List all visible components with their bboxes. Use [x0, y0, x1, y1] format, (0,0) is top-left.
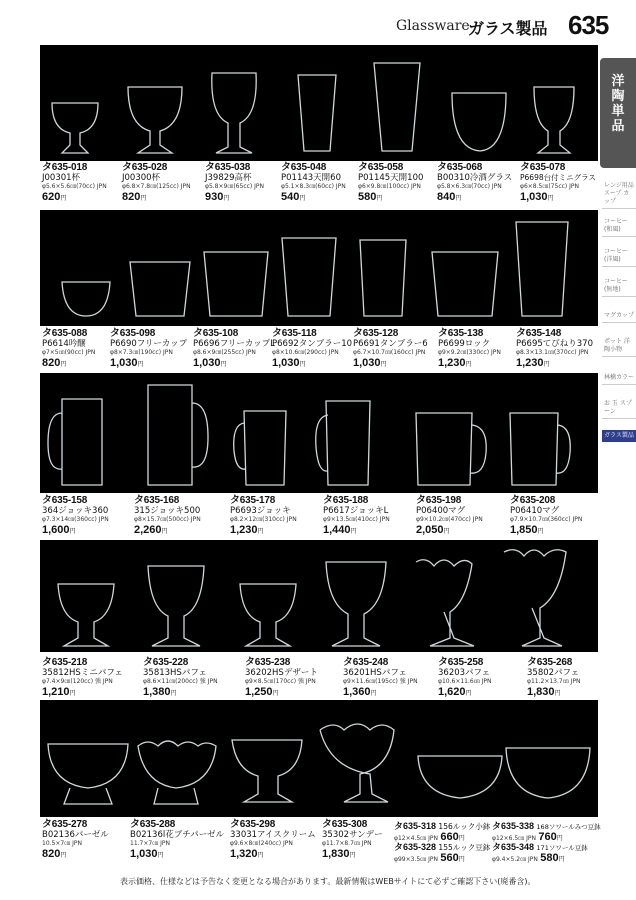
product-price: 2,260円 — [134, 524, 168, 536]
product-name: 364ジョッキ360 — [42, 506, 109, 516]
product-item[interactable] — [358, 163, 423, 206]
product-price: 1,030円 — [520, 191, 554, 203]
product-spec: φ7.3×14㎝(360cc) JPN — [42, 516, 109, 523]
bowl-icon — [48, 744, 128, 804]
product-name: P6690フリーカップ — [110, 339, 188, 349]
product-name: P6695てびねり370 — [516, 339, 593, 349]
side-index — [600, 0, 636, 900]
product-spec: φ5.8×6.3㎝(70cc) JPN — [437, 183, 502, 190]
product-item[interactable] — [438, 658, 492, 701]
product-code: タ635-138 — [438, 328, 484, 339]
product-photo-row-1 — [40, 45, 598, 161]
product-item[interactable] — [394, 821, 498, 844]
product-item[interactable] — [245, 658, 318, 701]
glass-icon — [128, 87, 182, 153]
product-price: 1,230円 — [438, 357, 472, 369]
product-item[interactable] — [272, 329, 352, 372]
product-spec: φ9.6×8㎝(240cc) JPN — [230, 840, 293, 847]
parfait-icon — [504, 550, 566, 646]
side-tab-pot[interactable]: ポット 洋陶小物 — [602, 336, 636, 357]
mug-icon — [148, 385, 208, 485]
product-price: 1,230円 — [230, 524, 264, 536]
product-name: 36202HSデザート — [245, 668, 318, 678]
bowl-icon — [232, 740, 302, 802]
side-tab-spoon[interactable]: お 玉 スプーン — [602, 398, 636, 419]
product-code: タ635-198 — [416, 495, 462, 506]
product-item[interactable] — [394, 842, 498, 865]
side-tab-coffee-western[interactable]: コーヒー (洋風) — [602, 246, 636, 267]
glass-photos — [40, 540, 598, 652]
product-code: タ635-318 — [394, 821, 437, 831]
side-tab-glass[interactable]: ガラス製品 — [602, 430, 636, 442]
parfait-icon — [326, 562, 386, 646]
product-code: タ635-268 — [527, 657, 573, 668]
product-code: タ635-068 — [437, 162, 483, 173]
product-code: タ635-288 — [130, 819, 176, 830]
product-price: 2,050円 — [416, 524, 450, 536]
product-name: 36203パフェ — [438, 668, 491, 678]
product-photo-row-3 — [40, 373, 598, 493]
product-price: 1,030円 — [130, 848, 164, 860]
product-price: 1,030円 — [353, 357, 387, 369]
parfait-icon — [416, 560, 474, 646]
product-code: タ635-218 — [42, 657, 88, 668]
product-item[interactable] — [230, 820, 316, 863]
product-spec: φ6.7×10.7㎝(160cc) JPN — [353, 349, 426, 356]
bowl-icon — [138, 741, 216, 804]
product-code: タ635-018 — [42, 162, 88, 173]
product-code: タ635-348 — [492, 842, 535, 852]
product-code: タ635-298 — [230, 819, 276, 830]
product-name: P6698台付ミニグラス — [520, 173, 596, 182]
mug-icon — [234, 411, 286, 485]
glass-icon — [212, 73, 256, 153]
product-price: 760円 — [538, 831, 563, 843]
product-code: タ635-048 — [281, 162, 327, 173]
product-code: タ635-188 — [323, 495, 369, 506]
product-code: タ635-178 — [230, 495, 276, 506]
product-code: タ635-108 — [193, 328, 239, 339]
product-item[interactable] — [527, 658, 581, 701]
product-code: タ635-038 — [205, 162, 251, 173]
glass-photos — [40, 700, 598, 817]
page-number: 635 — [568, 10, 609, 40]
product-name: P6693ジョッキ — [230, 506, 291, 516]
product-code: タ635-158 — [42, 495, 88, 506]
bowl-icon — [418, 756, 502, 798]
product-name: 35812HSミニパフェ — [42, 668, 123, 678]
product-name: B02136l花ブチパーゼル — [130, 830, 225, 840]
product-item[interactable] — [193, 329, 275, 372]
product-item[interactable] — [510, 496, 582, 539]
product-name: 33031アイスクリーム — [230, 830, 316, 840]
product-price: 1,360円 — [343, 686, 377, 698]
product-item[interactable] — [42, 163, 107, 206]
product-price: 1,030円 — [110, 357, 144, 369]
product-spec: φ12×4.5㎝ JPN — [394, 835, 438, 842]
bowl-icon — [320, 724, 394, 802]
side-tab-soup-cup[interactable]: レンジ用品 スープ カップ — [602, 180, 636, 209]
glass-icon — [204, 252, 268, 316]
product-spec: φ5.8×9㎝(65cc) JPN — [205, 183, 265, 190]
product-price: 540円 — [281, 191, 306, 203]
product-spec: φ8×15.7㎝(500cc) JPN — [134, 516, 201, 523]
product-code: タ635-338 — [492, 821, 535, 831]
product-price: 580円 — [358, 191, 383, 203]
product-spec: φ9×9.2㎝(330cc) JPN — [438, 349, 501, 356]
glass-icon — [452, 93, 506, 151]
product-spec: φ6×8.5㎝(75cc) JPN — [520, 183, 580, 190]
product-spec: φ99×3.5㎝ JPN — [394, 856, 438, 863]
glass-icon — [130, 262, 190, 316]
product-spec: φ11.7×8.7㎝ JPN — [322, 840, 372, 847]
product-item[interactable] — [42, 496, 109, 539]
product-code: タ635-328 — [394, 842, 437, 852]
page-title: ガラス製品 — [468, 19, 548, 38]
product-item[interactable] — [520, 163, 596, 206]
product-name: P6699ロック — [438, 339, 491, 349]
product-name: 36201HSパフェ — [343, 668, 407, 678]
product-code: タ635-098 — [110, 328, 156, 339]
parfait-icon — [148, 566, 204, 646]
glass-icon — [298, 75, 336, 151]
product-price: 660円 — [440, 831, 465, 843]
product-spec: φ9×8.5㎝(170cc) 強 JPN — [245, 678, 316, 685]
product-spec: φ7×5㎝(90cc) JPN — [42, 349, 96, 356]
product-price: 1,600円 — [42, 524, 76, 536]
product-code: タ635-058 — [358, 162, 404, 173]
product-price: 560円 — [440, 852, 465, 864]
product-code: タ635-248 — [343, 657, 389, 668]
product-code: タ635-308 — [322, 819, 368, 830]
side-tab-mug[interactable]: マグカップ — [602, 310, 636, 323]
product-price: 820円 — [42, 848, 67, 860]
product-name: P01145天開100 — [358, 173, 424, 183]
product-name: P06410マグ — [510, 506, 560, 516]
product-item[interactable] — [416, 496, 483, 539]
side-tab-color[interactable]: 林檎カラー — [602, 372, 636, 385]
product-item[interactable] — [323, 496, 390, 539]
product-price: 820円 — [122, 191, 147, 203]
product-code: タ635-128 — [353, 328, 399, 339]
product-spec: φ7.9×10.7㎝(360cc) JPN — [510, 516, 583, 523]
product-item[interactable] — [437, 163, 512, 206]
product-name: 35813HSパフェ — [143, 668, 207, 678]
side-tab-coffee-japanese[interactable]: コーヒー (和風) — [602, 216, 636, 237]
product-name: P6617ジョッキL — [323, 506, 389, 516]
product-spec: φ6.8×7.8㎝(125cc) JPN — [122, 183, 191, 190]
product-item[interactable] — [230, 496, 297, 539]
product-item[interactable] — [42, 820, 109, 863]
glass-icon — [360, 240, 406, 316]
product-item[interactable] — [322, 820, 383, 863]
bowl-icon — [506, 748, 590, 798]
glass-icon — [52, 103, 98, 153]
product-spec: φ8.3×13.1㎝(370cc) JPN — [516, 349, 589, 356]
product-price: 1,440円 — [323, 524, 357, 536]
product-spec: φ9×10.2㎝(470cc) JPN — [416, 516, 483, 523]
product-item[interactable] — [281, 163, 346, 206]
product-name: 35302サンデー — [322, 830, 383, 840]
product-item[interactable] — [130, 820, 224, 863]
product-price: 1,230円 — [516, 357, 550, 369]
product-item[interactable] — [42, 329, 95, 372]
glass-icon — [62, 282, 110, 316]
product-code: タ635-228 — [143, 657, 189, 668]
product-spec: 11.7×7㎝ JPN — [130, 840, 170, 847]
product-name: P6614吟醸 — [42, 339, 86, 349]
product-item[interactable] — [516, 329, 593, 372]
product-spec: φ9×13.5㎝(410cc) JPN — [323, 516, 390, 523]
glass-photos — [40, 373, 598, 493]
product-name: J39829高杯 — [205, 173, 252, 183]
product-name: B02136パーゼル — [42, 830, 109, 840]
product-name: 155ルック豆鉢 — [438, 843, 491, 852]
glass-icon — [282, 238, 336, 316]
product-code: タ635-278 — [42, 819, 88, 830]
product-code: タ635-028 — [122, 162, 168, 173]
product-price: 820円 — [42, 357, 67, 369]
product-spec: φ10.6×11.6㎝ JPN — [438, 678, 492, 685]
product-price: 1,850円 — [510, 524, 544, 536]
product-name: B00310冷酒グラス — [437, 173, 513, 183]
product-price: 1,210円 — [42, 686, 76, 698]
product-name: P01143天開60 — [281, 173, 341, 183]
product-spec: φ12×6.5㎝ JPN — [492, 835, 536, 842]
product-code: タ635-208 — [510, 495, 556, 506]
product-name: 168ソワールみつ豆鉢 — [536, 823, 601, 831]
product-code: タ635-078 — [520, 162, 566, 173]
product-spec: φ8.6×11㎝(200cc) 強 JPN — [143, 678, 218, 685]
product-price: 1,830円 — [322, 848, 356, 860]
product-item[interactable] — [134, 496, 201, 539]
product-price: 1,250円 — [245, 686, 279, 698]
product-code: タ635-258 — [438, 657, 484, 668]
mug-icon — [510, 413, 570, 485]
mug-icon — [416, 413, 486, 485]
product-spec: φ11.2×13.7㎝ JPN — [527, 678, 581, 685]
product-photo-row-5 — [40, 700, 598, 817]
product-price: 1,030円 — [272, 357, 306, 369]
category-label: 洋陶単品 — [611, 74, 625, 134]
parfait-icon — [58, 584, 114, 646]
product-code: タ635-088 — [42, 328, 88, 339]
product-price: 930円 — [205, 191, 230, 203]
mug-icon — [48, 399, 102, 485]
parfait-icon — [240, 584, 296, 646]
product-item[interactable] — [492, 821, 601, 844]
product-name: 315ジョッキ500 — [134, 506, 201, 516]
product-name: J00300杯 — [122, 173, 161, 183]
glass-icon — [432, 252, 498, 316]
glass-photos — [40, 210, 598, 326]
product-spec: φ9.4×5.2㎝ JPN — [492, 856, 538, 863]
product-spec: φ7.4×9㎝(120cc) 強 JPN — [42, 678, 113, 685]
product-name: P6696フリーカップL — [193, 339, 275, 349]
product-name: 171ソワール豆鉢 — [536, 844, 588, 852]
category-tab[interactable] — [600, 58, 636, 168]
glass-icon — [516, 222, 568, 316]
product-name: 35802パフェ — [527, 668, 580, 678]
product-price: 1,030円 — [193, 357, 227, 369]
product-name: P6692タンブラー10 — [272, 339, 353, 349]
product-spec: φ5.6×5.6㎝(70cc) JPN — [42, 183, 107, 190]
product-price: 620円 — [42, 191, 67, 203]
product-spec: φ9×11.6㎝(195cc) 強 JPN — [343, 678, 418, 685]
product-name: P6691タンブラー6 — [353, 339, 428, 349]
product-spec: φ6×9.8㎝(100cc) JPN — [358, 183, 421, 190]
product-price: 840円 — [437, 191, 462, 203]
product-spec: 10.5×7㎝ JPN — [42, 840, 82, 847]
product-spec: φ8×10.6㎝(290cc) JPN — [272, 349, 339, 356]
product-code: タ635-118 — [272, 328, 317, 339]
product-photo-row-4 — [40, 540, 598, 652]
product-price: 1,620円 — [438, 686, 472, 698]
footer-notice: 表示価格、仕様などは予告なく変更となる場合があります。最新情報はWEBサイトにて必ずご確認下さい(廃番含)。 — [120, 877, 536, 886]
product-code: タ635-148 — [516, 328, 562, 339]
product-spec: φ8×7.3㎝(190cc) JPN — [110, 349, 173, 356]
glass-icon — [534, 87, 574, 153]
product-code: タ635-238 — [245, 657, 291, 668]
product-price: 1,320円 — [230, 848, 264, 860]
product-spec: φ8.2×12㎝(310cc) JPN — [230, 516, 297, 523]
product-spec: φ8.6×9㎝(255cc) JPN — [193, 349, 256, 356]
product-item[interactable] — [353, 329, 428, 372]
product-item[interactable] — [492, 842, 598, 865]
product-price: 580円 — [540, 852, 565, 864]
product-name: 156ルック小鉢 — [438, 822, 491, 831]
mug-icon — [316, 401, 370, 485]
product-item[interactable] — [42, 658, 123, 701]
product-item[interactable] — [343, 658, 418, 701]
product-item[interactable] — [122, 163, 191, 206]
product-name: J00301杯 — [42, 173, 81, 183]
product-price: 1,380円 — [143, 686, 177, 698]
glass-photos — [40, 45, 598, 161]
product-photo-row-2 — [40, 210, 598, 326]
product-item[interactable] — [143, 658, 218, 701]
product-spec: φ5.1×8.3㎝(60cc) JPN — [281, 183, 346, 190]
brand-label: Glassware — [396, 18, 470, 34]
product-item[interactable] — [438, 329, 501, 372]
product-name: P06400マグ — [416, 506, 466, 516]
side-tab-coffee-plain[interactable]: コーヒー (無地) — [602, 276, 636, 297]
product-item[interactable] — [110, 329, 187, 372]
page-header — [0, 10, 636, 42]
product-code: タ635-168 — [134, 495, 180, 506]
product-item[interactable] — [205, 163, 264, 206]
product-price: 1,830円 — [527, 686, 561, 698]
glass-icon — [374, 63, 420, 151]
